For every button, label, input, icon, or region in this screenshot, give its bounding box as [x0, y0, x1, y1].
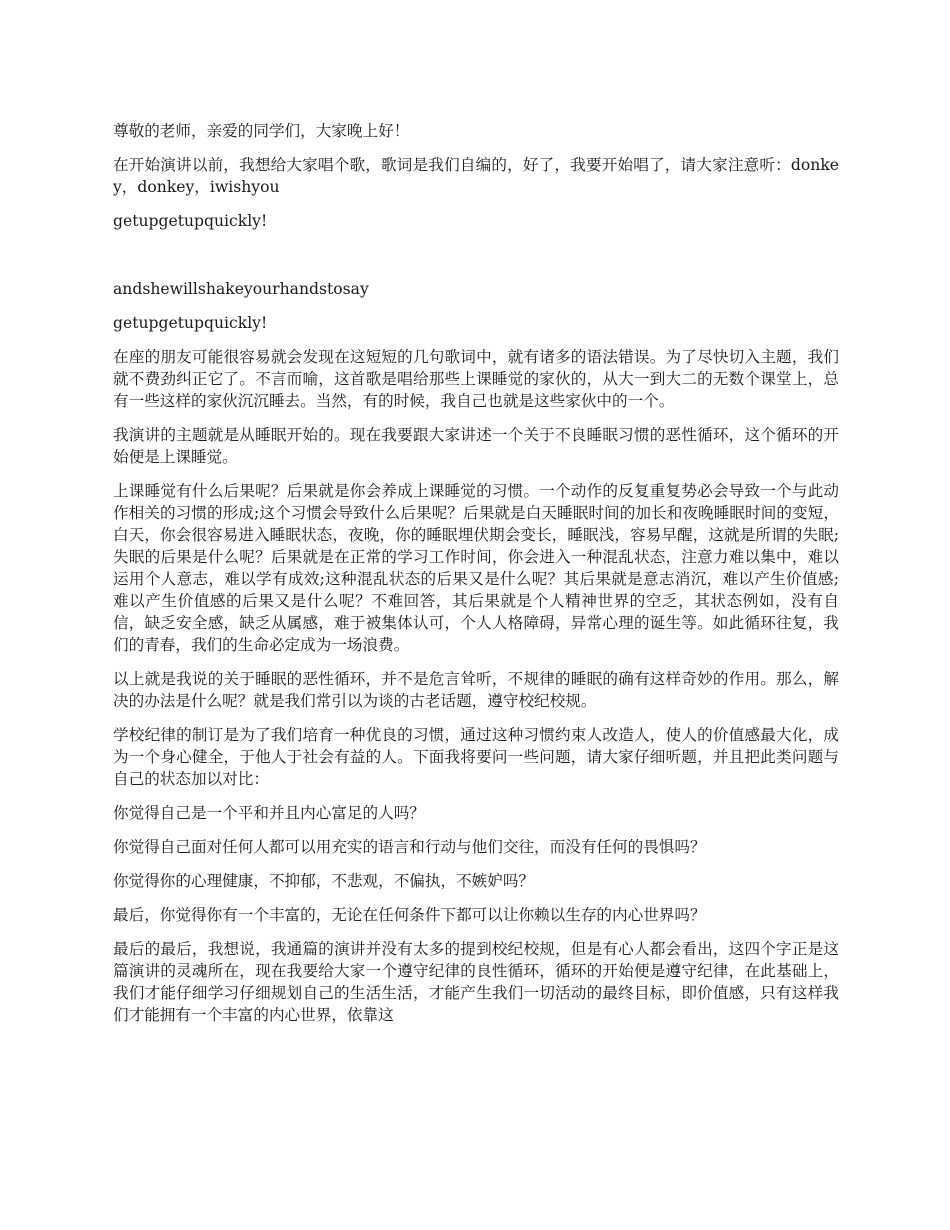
paragraph-greeting: 尊敬的老师，亲爱的同学们，大家晚上好！ — [113, 122, 410, 140]
blank-line — [113, 244, 839, 278]
document-page — [113, 120, 839, 1230]
paragraph-question-4: 最后，你觉得你有一个丰富的，无论在任何条件下都可以让你赖以生存的内心世界吗？ — [113, 906, 706, 924]
paragraph-question-3: 你觉得你的心理健康，不抑郁，不悲观，不偏执，不嫉妒吗？ — [113, 872, 535, 890]
paragraph-discipline: 学校纪律的制订是为了我们培育一种优良的习惯，通过这种习惯约束人改造人，使人的价值感最大化，成为一个身心健全，于他人于社会有益的人。下面我将要问一些问题，请大家仔细听题，并且把此类问题与自己的状态加以对比： — [113, 726, 839, 788]
paragraph-lyric-line-2: andshewillshakeyourhandstosay — [113, 280, 369, 298]
paragraph-solution: 以上就是我说的关于睡眠的恶性循环，并不是危言耸听，不规律的睡眠的确有这样奇妙的作用。那么，解决的办法是什么呢？就是我们常引以为谈的古老话题，遵守校纪校规。 — [113, 670, 839, 710]
paragraph-grammar-note: 在座的朋友可能很容易就会发现在这短短的几句歌词中，就有诸多的语法错误。为了尽快切入主题，我们就不费劲纠正它了。不言而喻，这首歌是唱给那些上课睡觉的家伙的，从大一到大二的无数个课堂上，总有一些这样的家伙沉沉睡去。当然，有的时候，我自己也就是这些家伙中的一个。 — [113, 348, 839, 410]
paragraph-lyric-line-3: getupgetupquickly! — [113, 314, 268, 332]
paragraph-lyric-line-1: getupgetupquickly! — [113, 212, 268, 230]
paragraph-question-1: 你觉得自己是一个平和并且内心富足的人吗？ — [113, 804, 425, 822]
paragraph-question-2: 你觉得自己面对任何人都可以用充实的语言和行动与他们交往，而没有任何的畏惧吗？ — [113, 838, 706, 856]
paragraph-song-intro: 在开始演讲以前，我想给大家唱个歌，歌词是我们自编的，好了，我要开始唱了，请大家注意听：donkey，donkey，iwishyou — [113, 156, 839, 196]
paragraph-consequences: 上课睡觉有什么后果呢？后果就是你会养成上课睡觉的习惯。一个动作的反复重复势必会导致一个与此动作相关的习惯的形成;这个习惯会导致什么后果呢？后果就是白天睡眠时间的加长和夜晚睡眠时间的变短，白天，你会很容易进入睡眠状态，夜晚，你的睡眠埋伏期会变长，睡眠浅，容易早醒，这就是所谓的失眠;失眠的后果是什么呢？后果就是在正常的学习工作时间，你会进入一种混乱状态，注意力难以集中，难以运用个人意志，难以学有成效;这种混乱状态的后果又是什么呢？其后果就是意志消沉，难以产生价值感;难以产生价值感的后果又是什么呢？不难回答，其后果就是个人精神世界的空乏，其状态例如，没有自信，缺乏安全感，缺乏从属感，难于被集体认可，个人人格障碍，异常心理的诞生等。如此循环往复，我们的青春，我们的生命必定成为一场浪费。 — [113, 482, 839, 654]
paragraph-conclusion: 最后的最后，我想说，我通篇的演讲并没有太多的提到校纪校规，但是有心人都会看出，这四个字正是这篇演讲的灵魂所在，现在我要给大家一个遵守纪律的良性循环，循环的开始便是遵守纪律，在此基础上，我们才能仔细学习仔细规划自己的生活生活，才能产生我们一切活动的最终目标，即价值感，只有这样我们才能拥有一个丰富的内心世界，依靠这 — [113, 940, 839, 1024]
paragraph-theme: 我演讲的主题就是从睡眠开始的。现在我要跟大家讲述一个关于不良睡眠习惯的恶性循环，这个循环的开始便是上课睡觉。 — [113, 426, 839, 466]
